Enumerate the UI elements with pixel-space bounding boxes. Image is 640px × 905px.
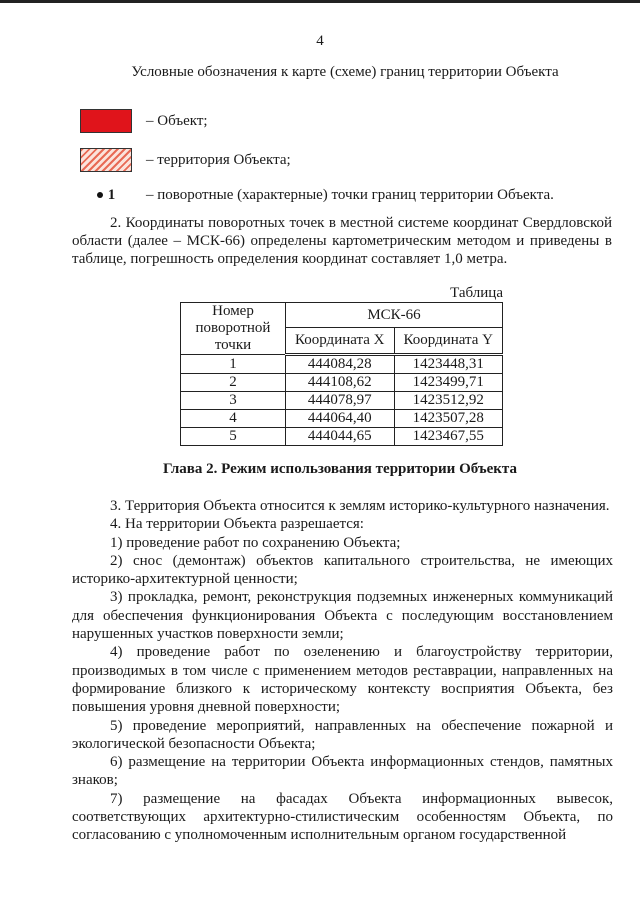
table-caption: Таблица <box>450 285 503 301</box>
legend-item-points <box>80 182 554 208</box>
cell-x: 444044,65 <box>286 428 395 446</box>
cell-point: 2 <box>181 374 286 392</box>
table-row <box>181 428 503 446</box>
point-marker-number: 1 <box>107 186 116 203</box>
legend-label-object: – Объект; <box>146 112 208 129</box>
list-item: 7) размещение на фасадах Объекта информационных вывесок, соответствующих архитектурно-стилистическим особенностям Объекта, по согласованию с уполномоченным исполнительным органом государственной <box>72 790 613 844</box>
table-row <box>181 355 503 374</box>
cell-x: 444108,62 <box>286 374 395 392</box>
legend-item-object <box>80 108 208 134</box>
cell-y: 1423448,31 <box>394 355 503 374</box>
table-row <box>181 392 503 410</box>
object-swatch <box>80 109 132 133</box>
cell-point: 5 <box>181 428 286 446</box>
header-x: Координата X <box>286 328 395 355</box>
paragraph-2: 2. Координаты поворотных точек в местной системе координат Свердловской области (далее – МСК-66) определены картометрическим методом и приведены в таблице, погрешность определения координат составляет 1,0 метра. <box>72 215 612 267</box>
cell-point: 1 <box>181 355 286 374</box>
page-number: 4 <box>316 33 324 49</box>
legend-item-territory <box>80 147 291 173</box>
paragraph-3: 3. Территория Объекта относится к землям историко-культурного назначения. <box>110 498 610 514</box>
paragraph-4: 4. На территории Объекта разрешается: <box>110 516 364 533</box>
cell-point: 3 <box>181 392 286 410</box>
point-dot-icon <box>97 192 103 198</box>
cell-y: 1423499,71 <box>394 374 503 392</box>
header-point-number: Номер поворотной точки <box>181 303 286 355</box>
chapter-title: Глава 2. Режим использования территории Объекта <box>163 461 517 477</box>
list-item: 6) размещение на территории Объекта информационных стендов, памятных знаков; <box>72 754 613 789</box>
list-item: 4) проведение работ по озеленению и благоустройству территории, производимых в том числе с применением методов реставрации, направленных на формирование близкого к историческому контексту восприятия Объекта, без повышения уровня дневной поверхности; <box>72 644 613 716</box>
legend-label-points: – поворотные (характерные) точки границ территории Объекта. <box>146 186 554 203</box>
cell-x: 444078,97 <box>286 392 395 410</box>
legend-label-territory: – территория Объекта; <box>146 151 291 168</box>
cell-point: 4 <box>181 410 286 428</box>
cell-x: 444084,28 <box>286 355 395 374</box>
page-edge <box>0 0 640 3</box>
list-item: 3) прокладка, ремонт, реконструкция подземных инженерных коммуникаций для обеспечения функционирования Объекта с последующим восстановлением нарушенных участков поверхности земли; <box>72 589 613 643</box>
table-row <box>181 374 503 392</box>
cell-y: 1423512,92 <box>394 392 503 410</box>
table-row <box>181 410 503 428</box>
list-item: 2) снос (демонтаж) объектов капитального строительства, не имеющих историко-архитектурной ценности; <box>72 552 613 588</box>
list-item: 1) проведение работ по сохранению Объекта; <box>110 534 401 551</box>
coordinates-table <box>180 302 503 446</box>
cell-x: 444064,40 <box>286 410 395 428</box>
cell-y: 1423507,28 <box>394 410 503 428</box>
legend-title: Условные обозначения к карте (схеме) границ территории Объекта <box>131 64 559 80</box>
cell-y: 1423467,55 <box>394 428 503 446</box>
point-marker <box>80 187 132 204</box>
territory-hatch-swatch <box>80 148 132 172</box>
list-item: 5) проведение мероприятий, направленных на обеспечение пожарной и экологической безопасности Объекта; <box>72 717 613 752</box>
header-system: МСК-66 <box>286 303 503 328</box>
chapter-body <box>72 497 613 845</box>
header-y: Координата Y <box>394 328 503 355</box>
